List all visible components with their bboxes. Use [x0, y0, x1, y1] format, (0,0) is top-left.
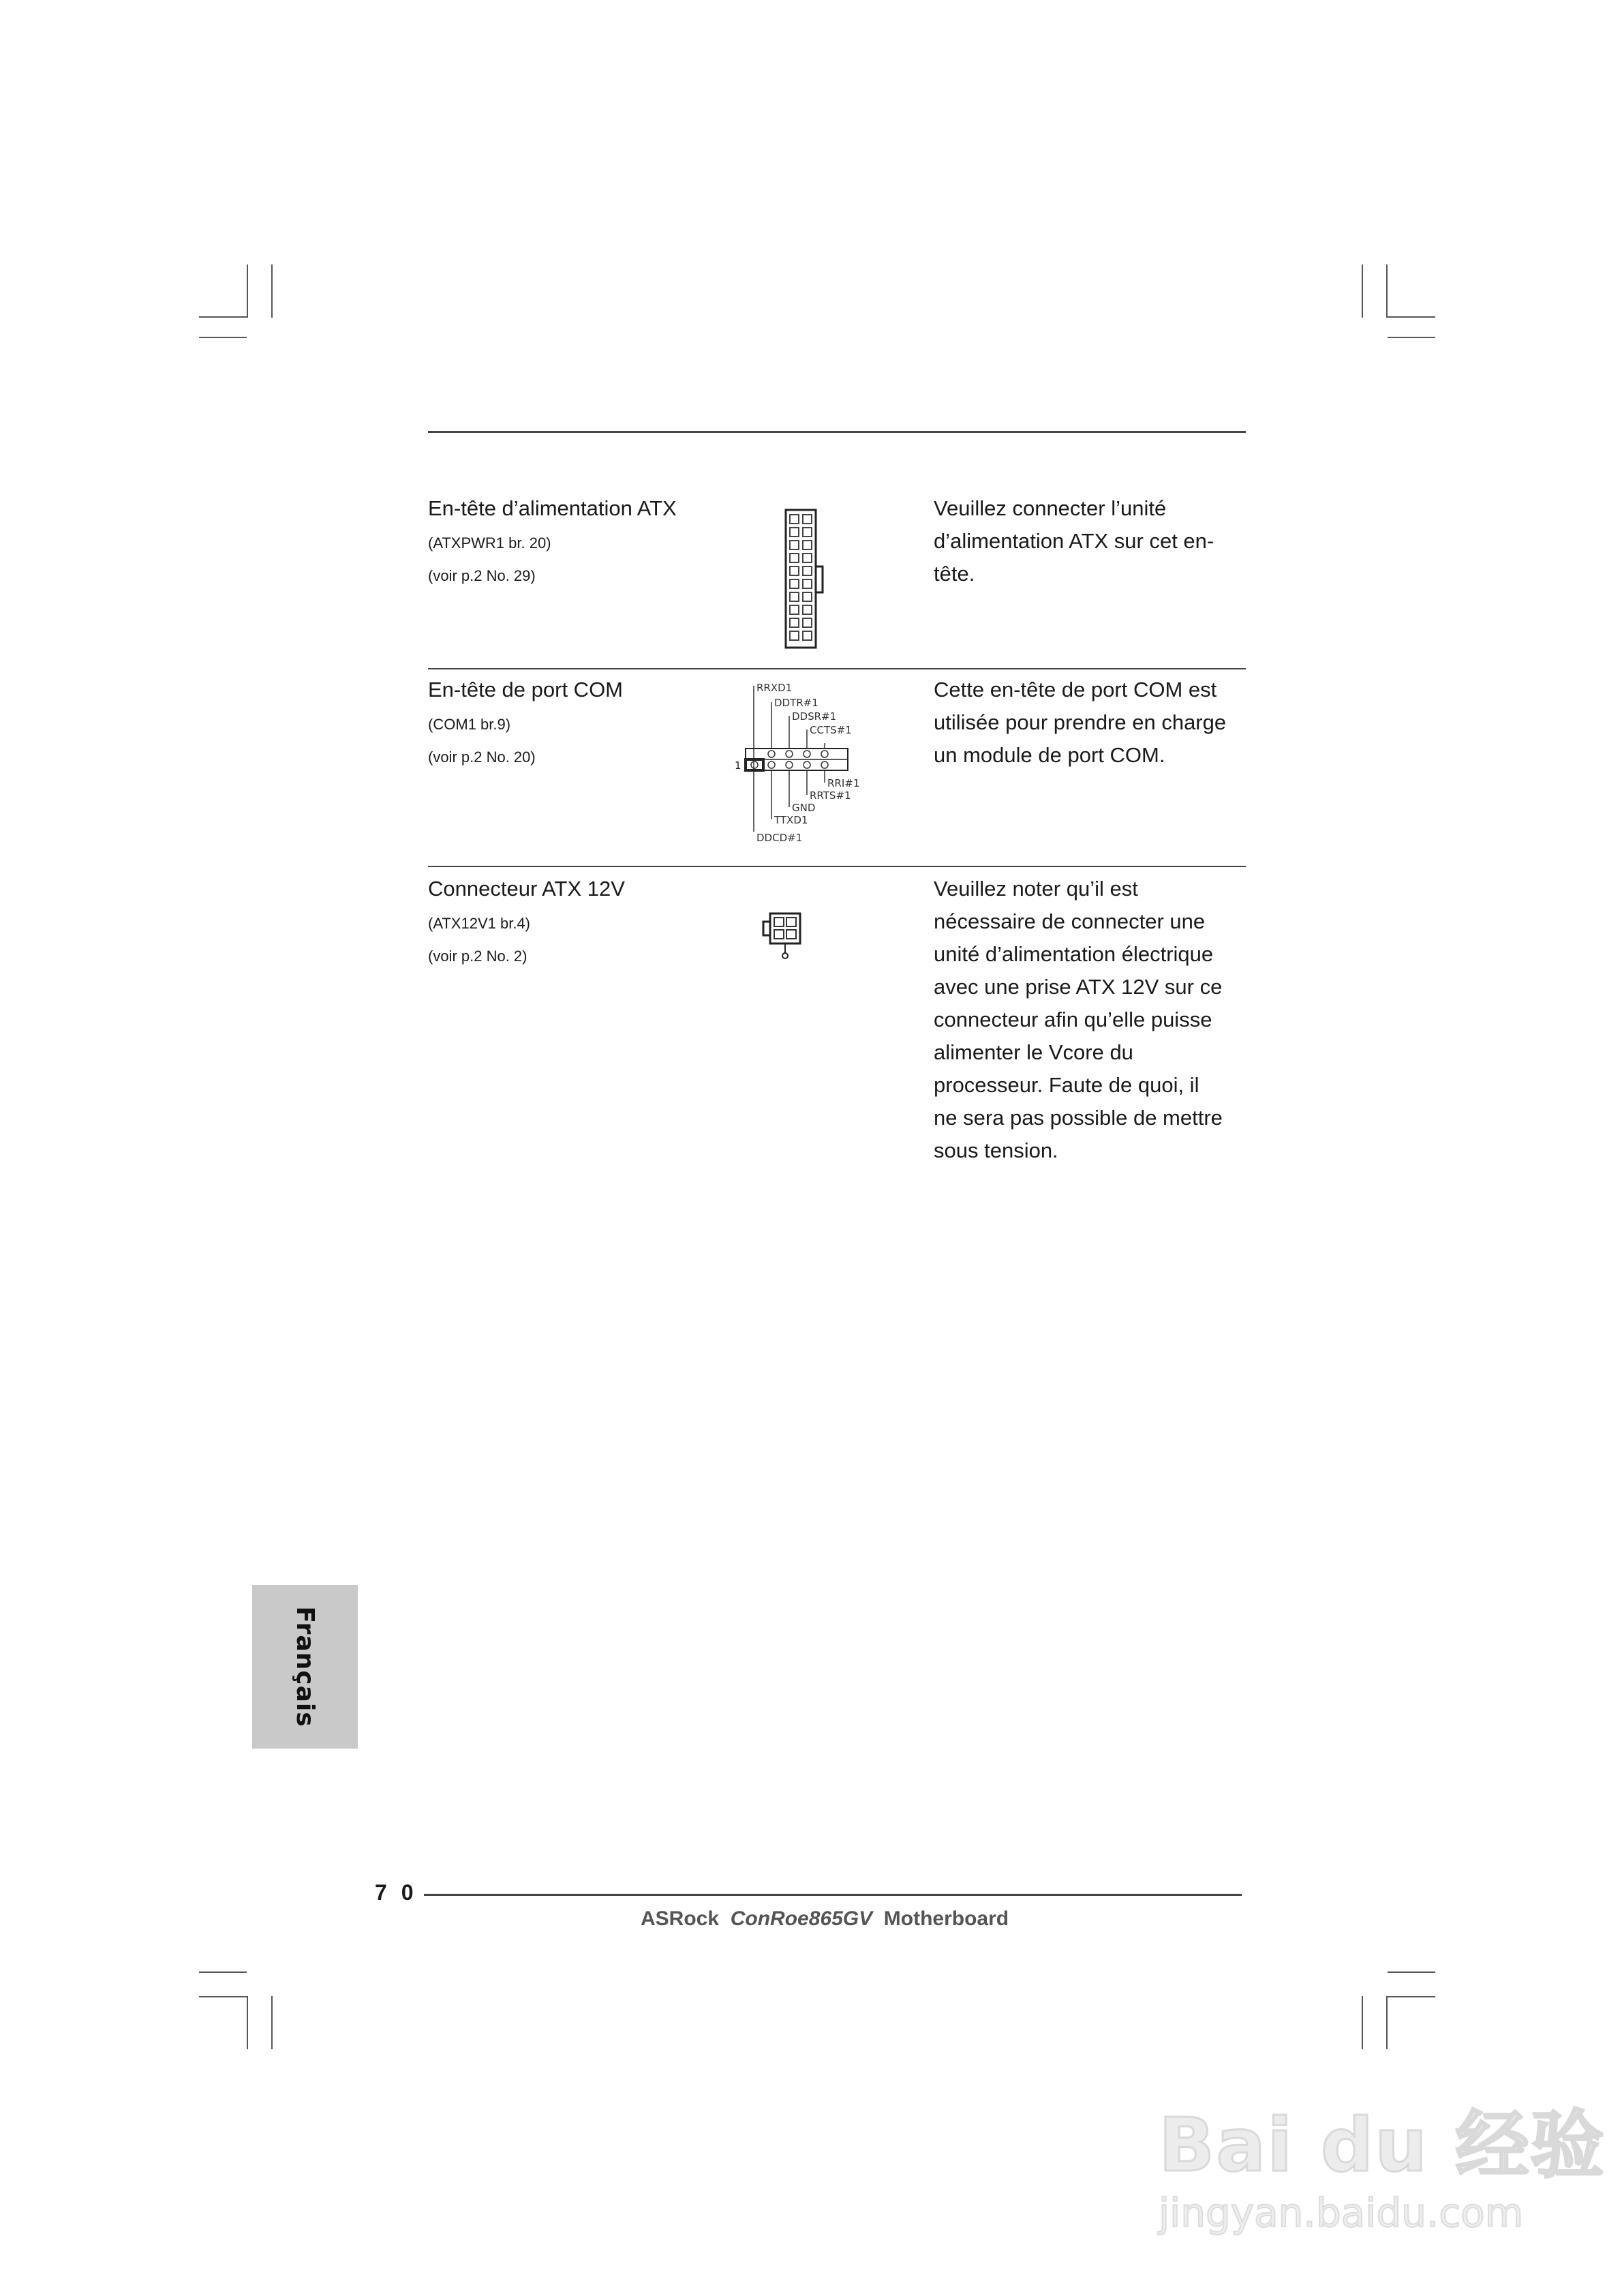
desc-line: Cette en-tête de port COM est — [934, 678, 1217, 701]
pin-label-ccts1: CCTS#1 — [810, 724, 852, 736]
pin-one-marker: 1 — [735, 759, 741, 772]
atx-power-reference: (voir p.2 No. 29) — [428, 567, 536, 584]
desc-line: ne sera pas possible de mettre — [934, 1106, 1223, 1130]
crop-mark — [1388, 316, 1435, 318]
com-port-description — [934, 674, 1254, 772]
crop-mark — [199, 316, 247, 318]
com-port-reference: (voir p.2 No. 20) — [428, 749, 536, 766]
crop-mark — [1386, 1996, 1388, 2049]
crop-mark — [1388, 1972, 1435, 1973]
crop-mark — [199, 1996, 247, 1997]
crop-mark — [247, 1996, 248, 2049]
desc-line: unité d’alimentation électrique — [934, 942, 1214, 966]
crop-mark — [271, 265, 273, 318]
footer-product: Motherboard — [883, 1907, 1009, 1930]
desc-line: Veuillez noter qu’il est — [934, 877, 1138, 901]
footer-brand: ASRock — [641, 1907, 720, 1930]
com-port-pin-count: (COM1 br.9) — [428, 716, 511, 733]
section-divider — [428, 668, 1246, 669]
section-divider — [428, 866, 1246, 867]
com-port-pinout-diagram — [729, 680, 893, 858]
crop-mark — [1388, 1996, 1435, 1997]
desc-line: connecteur afin qu’elle puisse — [934, 1008, 1212, 1031]
pin-label-rri1: RRI#1 — [827, 777, 860, 789]
crop-mark — [199, 1972, 247, 1973]
pin-label-ddsr1: DDSR#1 — [792, 710, 837, 723]
pin-label-rrts1: RRTS#1 — [810, 789, 851, 802]
com-port-title: En-tête de port COM — [428, 678, 624, 701]
desc-line: sous tension. — [934, 1138, 1058, 1162]
desc-line: nécessaire de connecter une — [934, 909, 1206, 933]
atx12v-pin-count: (ATX12V1 br.4) — [428, 915, 530, 932]
top-rule — [428, 431, 1246, 433]
atx-power-title: En-tête d’alimentation ATX — [428, 496, 677, 520]
atx12v-connector-icon — [761, 911, 804, 966]
desc-line: avec une prise ATX 12V sur ce — [934, 975, 1223, 999]
desc-line: processeur. Faute de quoi, il — [934, 1073, 1199, 1097]
language-tab-label: Français — [291, 1606, 319, 1727]
atx12v-reference: (voir p.2 No. 2) — [428, 948, 527, 965]
pin-label-gnd: GND — [792, 802, 816, 814]
crop-mark — [247, 265, 248, 318]
atx-power-pin-count: (ATXPWR1 br. 20) — [428, 534, 551, 552]
pin-label-ttxd1: TTXD1 — [774, 814, 808, 826]
crop-mark — [199, 337, 247, 338]
crop-mark — [271, 1996, 273, 2049]
crop-mark — [1386, 265, 1388, 318]
desc-line: d’alimentation ATX sur cet en- — [934, 529, 1214, 553]
pin-label-rrxd1: RRXD1 — [756, 682, 793, 694]
pin-label-ddcd1: DDCD#1 — [756, 832, 803, 844]
atx12v-title: Connecteur ATX 12V — [428, 877, 625, 901]
crop-mark — [1388, 337, 1435, 338]
footer-model: ConRoe865GV — [730, 1907, 873, 1930]
atx12v-description — [934, 873, 1254, 1167]
footer-rule — [424, 1894, 1242, 1896]
footer-title — [641, 1907, 1009, 1931]
crop-mark — [1362, 265, 1363, 318]
atx-power-description — [934, 492, 1254, 590]
desc-line: tête. — [934, 562, 975, 586]
pin-label-ddtr1: DDTR#1 — [774, 697, 818, 709]
desc-line: un module de port COM. — [934, 743, 1165, 767]
desc-line: utilisée pour prendre en charge — [934, 710, 1227, 734]
page-number: 7 0 — [375, 1880, 418, 1905]
desc-line: Veuillez connecter l’unité — [934, 496, 1167, 520]
baidu-watermark-url: jingyan.baidu.com — [1159, 2190, 1524, 2236]
desc-line: alimenter le Vcore du — [934, 1040, 1133, 1064]
language-tab — [252, 1585, 358, 1749]
atx-power-connector-icon — [784, 508, 825, 653]
crop-mark — [1362, 1996, 1363, 2049]
baidu-watermark-logo: Bai du 经验 — [1159, 2103, 1606, 2188]
